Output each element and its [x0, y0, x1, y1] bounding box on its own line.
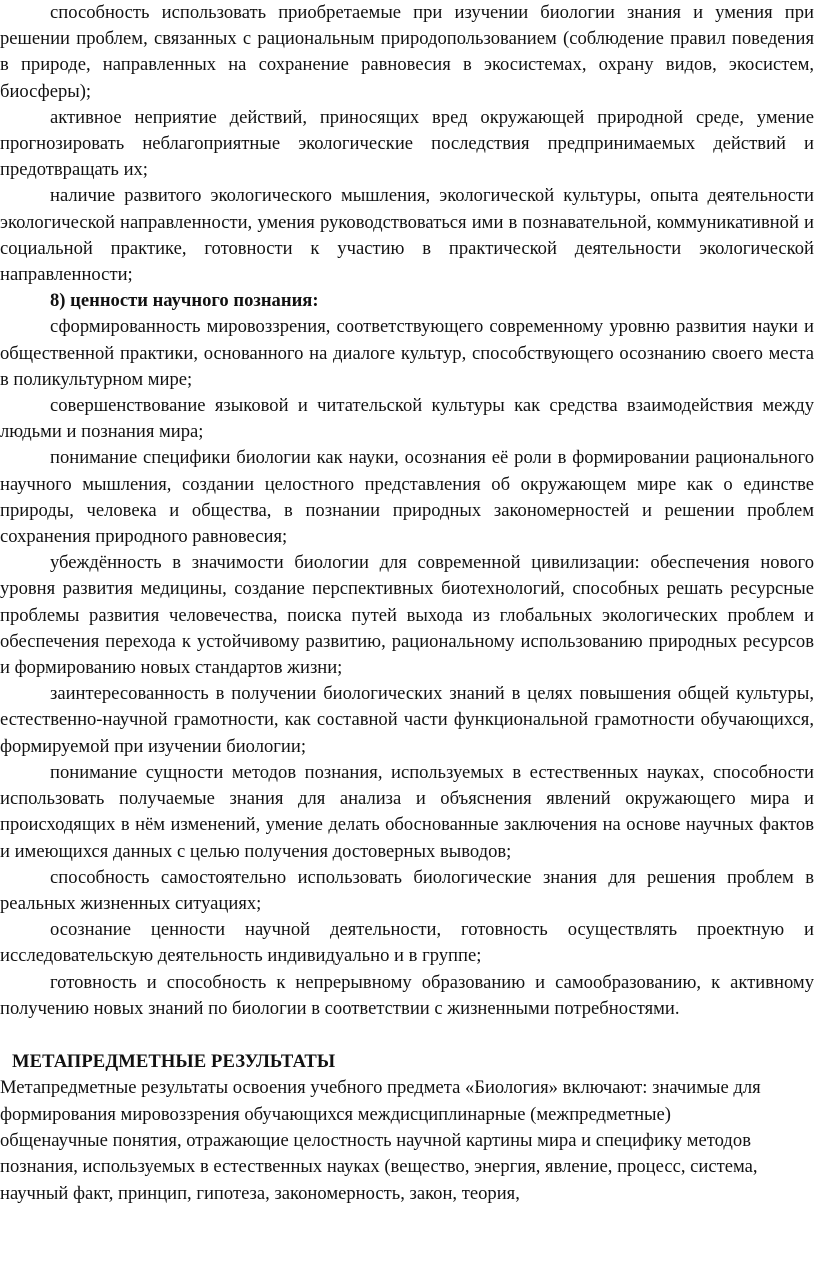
paragraph: способность использовать приобретаемые при изучении биологии знания и умения при решении проблем, связанных с рациональным природопользованием (соблюдение правил поведения в природе, направленных на сохранение равновесия в экосистемах, охрану видов, экосистем, биосферы);	[0, 2, 814, 102]
paragraph: убеждённость в значимости биологии для современной цивилизации: обеспечения нового уровня развития медицины, создание перспективных биотехнологий, способных решать ресурсные проблемы развития человечества, поиска путей выхода из глобальных экологических проблем и обеспечения перехода к устойчивому развитию, рациональному использованию природных ресурсов и формированию новых стандартов жизни;	[0, 552, 814, 679]
paragraph: заинтересованность в получении биологических знаний в целях повышения общей культуры, естественно-научной грамотности, как составной части функциональной грамотности обучающихся, формируемой при изучении биологии;	[0, 683, 814, 757]
paragraph: понимание специфики биологии как науки, осознания её роли в формировании рационального научного мышления, создании целостного представления об окружающем мире как о единстве природы, человека и общества, в познании природных закономерностей и решении проблем сохранения природного равновесия;	[0, 447, 814, 548]
paragraph: совершенствование языковой и читательской культуры как средства взаимодействия между людьми и познания мира;	[0, 395, 814, 443]
section-title: МЕТАПРЕДМЕТНЫЕ РЕЗУЛЬТАТЫ	[12, 1050, 336, 1072]
paragraph: способность самостоятельно использовать биологические знания для решения проблем в реальных жизненных ситуациях;	[0, 866, 814, 914]
paragraph: понимание сущности методов познания, используемых в естественных науках, способности использовать получаемые знания для анализа и объяснения явлений окружающего мира и происходящих в нём изменений, умение делать обоснованные заключения на основе научных фактов и имеющихся данных с целью получения достоверных выводов;	[0, 761, 814, 862]
paragraph: Метапредметные результаты освоения учебного предмета «Биология» включают: значимые для формирования мировоззрения обучающихся междисциплинарные (межпредметные) общенаучные понятия, отражающие целостность научной картины мира и специфику методов познания, используемых в естественных науках (вещество, энергия, явление, процесс, система, научный факт, принцип, гипотеза, закономерность, закон, теория,	[0, 1077, 761, 1204]
paragraph: готовность и способность к непрерывному образованию и самообразованию, к активному получению новых знаний по биологии в соответствии с жизненными потребностями.	[0, 971, 814, 1019]
paragraph: сформированность мировоззрения, соответствующего современному уровню развития науки и общественной практики, основанного на диалоге культур, способствующего осознанию своего места в поликультурном мире;	[0, 316, 814, 390]
paragraph: активное неприятие действий, приносящих вред окружающей природной среде, умение прогнозировать неблагоприятные экологические последствия предпринимаемых действий и предотвращать их;	[0, 106, 814, 181]
paragraph: наличие развитого экологического мышления, экологической культуры, опыта деятельности экологической направленности, умения руководствоваться ими в познавательной, коммуникативной и социальной практике, готовности к участию в практической деятельности экологической направленности;	[0, 185, 814, 286]
paragraph: осознание ценности научной деятельности, готовность осуществлять проектную и исследовательскую деятельность индивидуально и в группе;	[0, 919, 814, 967]
subheading: 8) ценности научного познания:	[50, 290, 319, 312]
